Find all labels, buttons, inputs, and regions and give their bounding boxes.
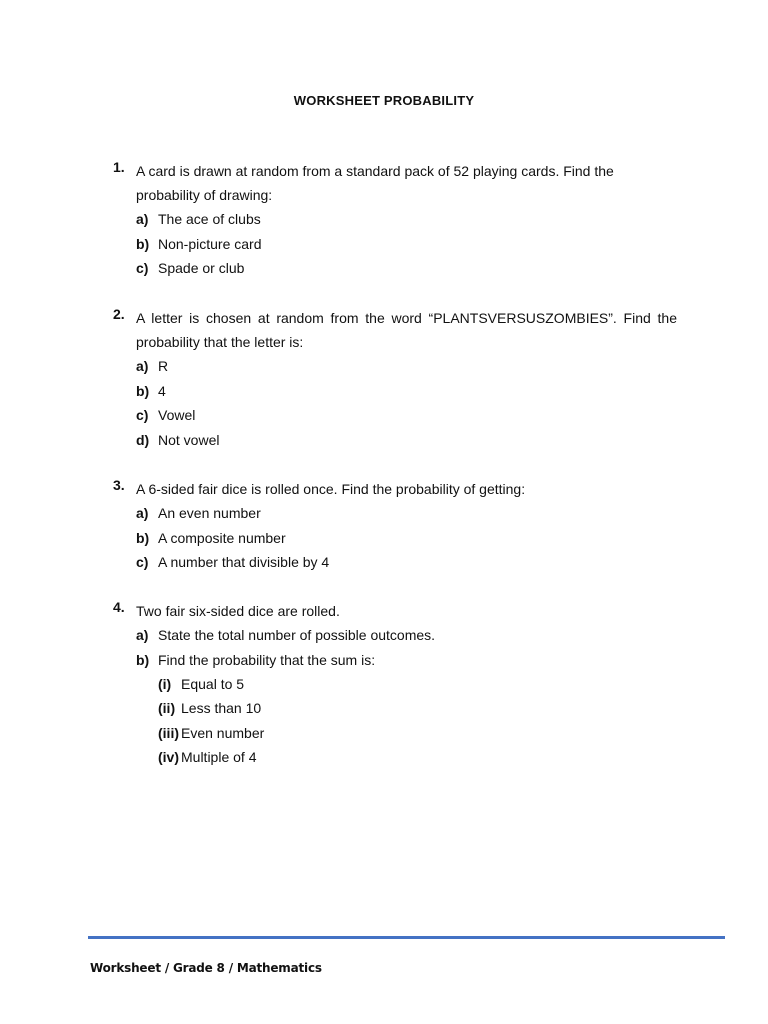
part-text: An even number — [158, 505, 261, 521]
subpart-label: (iv) — [158, 748, 179, 765]
part-label: c) — [136, 260, 149, 276]
question-text: Two fair six-sided dice are rolled. — [136, 603, 340, 619]
question-number: 2. — [113, 306, 125, 322]
question-part — [136, 428, 677, 453]
question-part — [136, 526, 677, 551]
subpart-label: (ii) — [158, 700, 176, 717]
subpart-text: Less than 10 — [181, 700, 262, 717]
question-part — [136, 623, 677, 648]
part-text: Spade or club — [158, 260, 245, 276]
question-2 — [113, 306, 677, 452]
question-text: A 6-sided fair dice is rolled once. Find the probability of getting: — [136, 481, 526, 497]
question-part — [136, 550, 677, 575]
subpart-text: Multiple of 4 — [181, 748, 257, 765]
subpart-text: Equal to 5 — [181, 676, 245, 692]
part-text: Non-picture card — [158, 235, 262, 252]
footer-divider — [88, 936, 725, 939]
question-part — [136, 256, 677, 281]
subpart-text: Even number — [181, 724, 265, 741]
question-subpart — [158, 672, 677, 696]
question-part — [136, 403, 677, 428]
part-text: The ace of clubs — [158, 211, 261, 227]
part-text: State the total number of possible outcomes. — [158, 627, 436, 643]
question-1 — [113, 159, 677, 281]
worksheet-title: WORKSHEET PROBABILITY — [293, 93, 475, 108]
part-label: b) — [136, 529, 150, 546]
question-part — [136, 232, 677, 257]
part-text: Find the probability that the sum is: — [158, 651, 376, 668]
part-label: c) — [136, 554, 149, 570]
part-text: Not vowel — [158, 431, 220, 448]
part-text: A composite number — [158, 529, 286, 546]
part-label: d) — [136, 431, 150, 448]
question-3 — [113, 477, 677, 575]
question-subpart — [158, 721, 677, 745]
question-part — [136, 207, 677, 232]
part-label: b) — [136, 382, 150, 399]
question-number: 4. — [113, 599, 125, 615]
part-text: R — [158, 358, 169, 374]
question-part — [136, 354, 677, 379]
part-label: a) — [136, 211, 149, 227]
question-subpart — [158, 696, 677, 720]
question-part — [136, 648, 677, 673]
subpart-label: (i) — [158, 676, 172, 692]
question-number: 3. — [113, 477, 125, 493]
part-text: Vowel — [158, 407, 196, 423]
question-number: 1. — [113, 159, 125, 175]
question-4 — [113, 599, 677, 769]
part-label: a) — [136, 358, 149, 374]
part-label: c) — [136, 407, 149, 423]
part-label: b) — [136, 235, 150, 252]
part-text: A number that divisible by 4 — [158, 554, 330, 570]
question-subpart — [158, 745, 677, 769]
question-part — [136, 501, 677, 526]
part-text: 4 — [158, 382, 166, 399]
question-part — [136, 379, 677, 404]
part-label: a) — [136, 627, 149, 643]
subpart-label: (iii) — [158, 724, 179, 741]
question-text-line-1: A letter is chosen at random from the word “PLANTSVERSUSZOMBIES”. Find the — [136, 310, 677, 326]
part-label: a) — [136, 505, 149, 521]
question-text: A card is drawn at random from a standard pack of 52 playing cards. Find the probability of drawing: — [136, 163, 614, 203]
question-text-line-2: probability that the letter is: — [136, 334, 304, 350]
part-label: b) — [136, 651, 150, 668]
footer-text: Worksheet / Grade 8 / Mathematics — [90, 961, 322, 975]
